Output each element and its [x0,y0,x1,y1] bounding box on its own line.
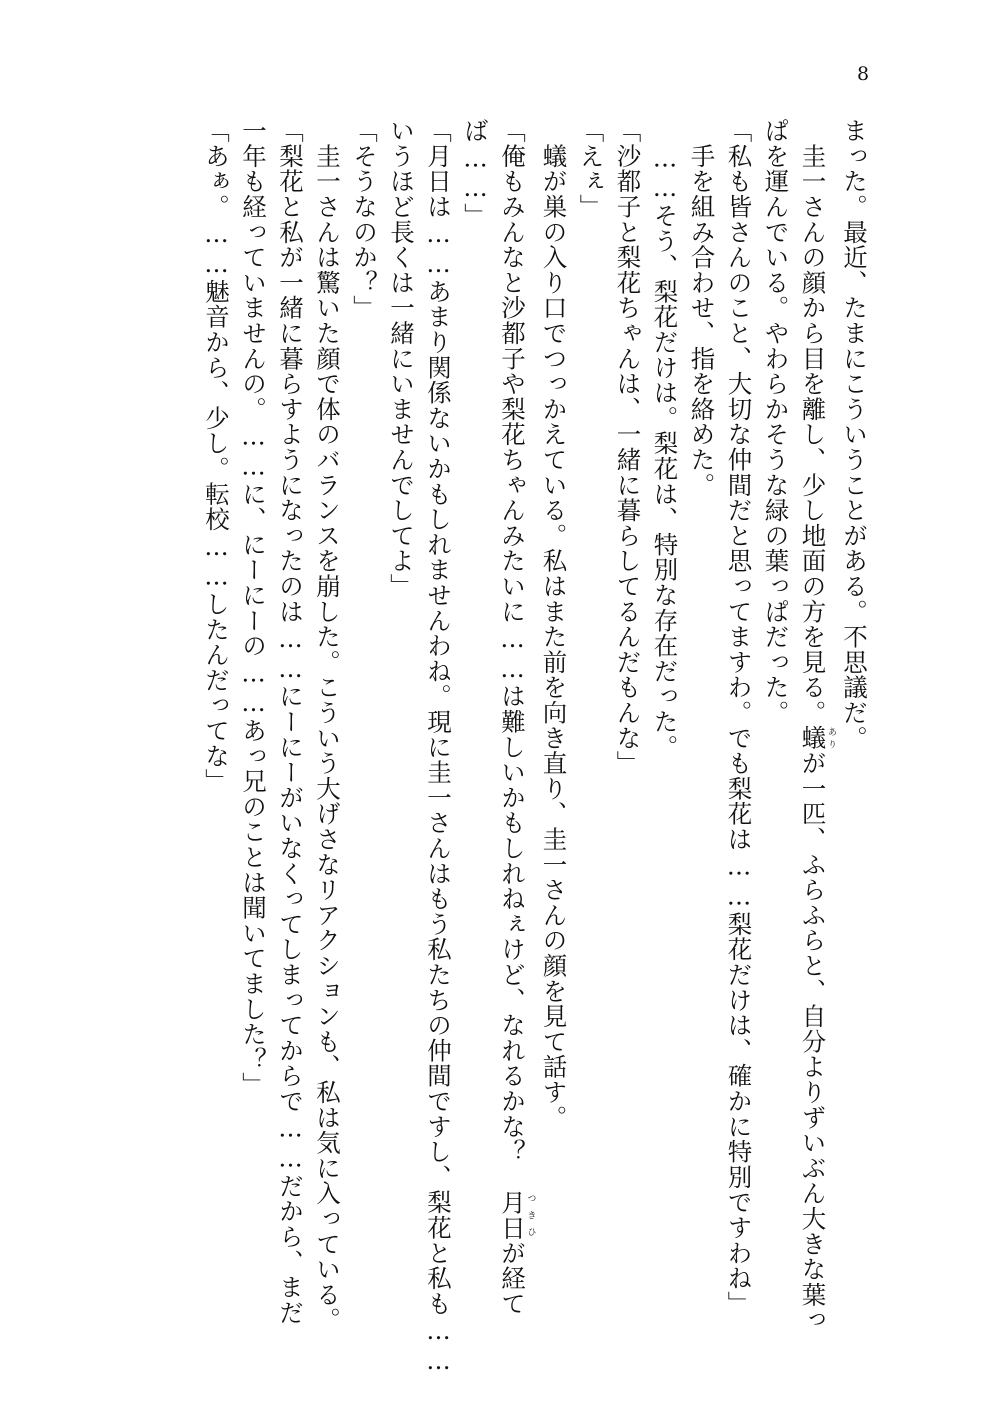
text-line: 一年も経っていませんの。……に、にーにーの……あっ兄のことは聞いてました？」 [239,118,268,1098]
text-line: いうほど長くは一緒にいませんでしてよ」 [387,118,416,599]
text-line: 「月日は……あまり関係ないかもしれませんわね。現に圭一さんはもう私たちの仲間ですし、梨花と私も…… [424,118,453,1376]
text-line: まった。最近、たまにこういうことがある。不思議だ。 [840,118,869,751]
text-line: 手を組み合わせ、指を絡めた。 [687,118,717,498]
text-line-with-ruby: 圭一さんの顔から目を離し、少し地面の方を見る。蟻ありが一匹、ふらふらと、自分よりずいぶん大きな葉っ [798,118,836,1333]
text-line: 「えぇ」 [576,118,606,220]
text-line: 「そうなのか？」 [350,118,379,321]
text-line: ば……」 [461,118,490,229]
ruby-ant: あり [826,725,836,751]
ruby-tsukihi: つきひ [525,1189,536,1241]
page-number: 8 [856,63,870,85]
text-line-with-ruby: 「俺もみんなと沙都子や梨花ちゃんみたいに……は難しいかもしれねぇけど、なれるかな？ 月日つきひが経て [498,118,536,1317]
text-line: 「梨花と私が一緒に暮らすようになったのは……にーにーがいなくってしまってからで……だから、まだ [276,118,305,1326]
text-line: 圭一さんは驚いた顔で体のバランスを崩した。こういう大げさなリアクションも、私は気に入っている。 [313,118,342,1333]
text-line: 「あぁ。……魅音から、少し。転校……したんだってな」 [202,118,231,794]
text-line: ……そう、梨花だけは。梨花は、特別な存在だった。 [650,118,680,760]
text-line: 「私も皆さんのこと、大切な仲間だと思ってますわ。でも梨花は……梨花だけは、確かに特別ですわね」 [724,118,754,1317]
text-line: 「沙都子と梨花ちゃんは、一緒に暮らしてるんだもんな」 [613,118,643,776]
text-line: 蟻が巣の入り口でつっかえている。私はまた前を向き直り、圭一さんの顔を見て話す。 [539,118,569,1130]
text-line: ぱを運んでいる。やわらかそうな緑の葉っぱだった。 [761,118,791,726]
novel-text-body [198,118,873,1376]
